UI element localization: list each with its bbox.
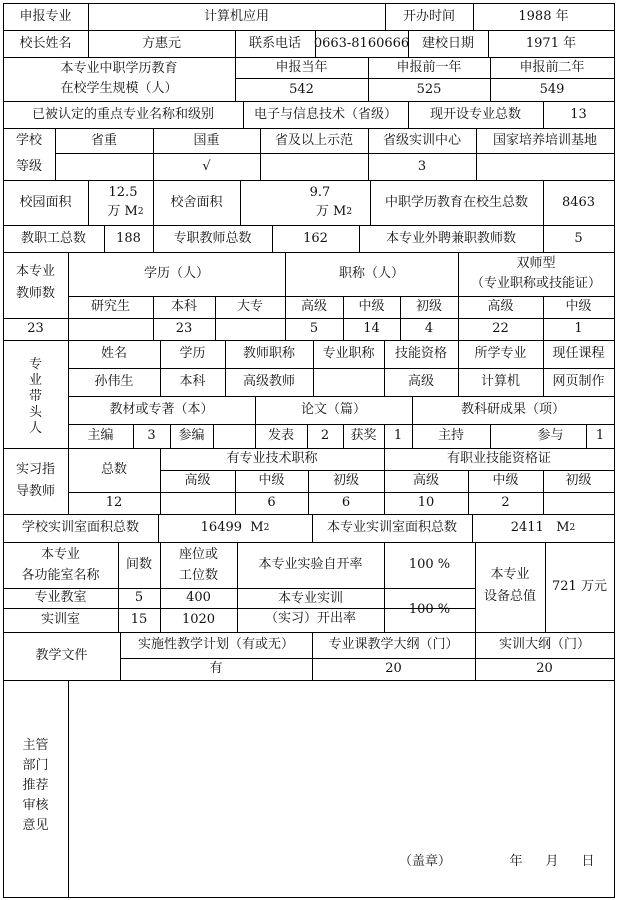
total-majors-value: 13 [570, 106, 587, 122]
building-area-value: 9.7 [309, 185, 331, 200]
leader-skill: 高级 [407, 374, 434, 389]
year0-value: 542 [289, 81, 314, 97]
leader-major: 计算机 [480, 374, 520, 389]
year2-label: 申报前二年 [519, 59, 585, 75]
intern-val-intermediate: 6 [267, 495, 276, 510]
phone-label: 联系电话 [248, 35, 301, 51]
campus-area-value: 12.5 [108, 185, 138, 200]
intern-head-junior: 初级 [332, 473, 359, 488]
intern-skill-cert-label: 有职业技能资格证 [446, 451, 551, 466]
host-label: 主持 [437, 428, 464, 443]
year-label: 年 [509, 854, 523, 869]
rule [240, 180, 241, 225]
val-dual-senior: 22 [492, 321, 509, 336]
level-provincial-key: 省重 [90, 132, 117, 148]
dual-teacher-label-2: （专业职称或技能证） [470, 276, 601, 291]
head-junior: 初级 [415, 299, 442, 314]
staff-total-label: 教职工总数 [20, 230, 86, 246]
val-bachelor: 23 [175, 321, 193, 336]
rule [55, 153, 615, 154]
participate-count: 1 [595, 428, 605, 443]
founded-value: 1971 年 [525, 35, 577, 51]
intern-val-junior: 6 [341, 495, 351, 510]
lab-area-label: 学校实训室面积总数 [21, 520, 139, 535]
val-college [215, 318, 285, 340]
papers-label: 论文（篇） [300, 402, 366, 417]
apply-major-label: 申报专业 [19, 8, 72, 24]
chief-editor-count: 3 [147, 428, 156, 443]
day-label: 日 [581, 854, 595, 869]
school-level-label-1: 学校 [15, 133, 42, 148]
enrollment-label: 中职学历教育在校生总数 [384, 194, 528, 210]
level-national-key: 国重 [193, 132, 220, 148]
teaching-plan-label: 实施性教学计划（有或无） [137, 637, 294, 652]
key-major-label: 已被认定的重点专业名称和级别 [31, 106, 214, 122]
val-junior: 4 [424, 321, 434, 336]
level-training-center-value: 3 [417, 158, 427, 174]
teachers-label-2: 教师数 [15, 286, 55, 301]
total-majors-label: 现开设专业总数 [429, 106, 521, 122]
head-senior: 高级 [300, 299, 327, 314]
intern-label-2: 导教师 [15, 484, 55, 499]
fulltime-teachers-label: 专职教师总数 [173, 230, 252, 246]
opinion-label-3: 推荐 [22, 778, 49, 793]
leader-edu: 本科 [179, 374, 206, 389]
leader-label-5: 人 [28, 421, 42, 436]
major-lab-area-value: 2411 M 2 [510, 520, 576, 535]
level-national-key-check: √ [202, 158, 211, 174]
education-label: 学历（人） [143, 266, 209, 281]
intern-val-skill-senior: 10 [417, 495, 435, 510]
start-time-value: 1988 年 [518, 8, 569, 24]
chief-editor-label: 主编 [87, 428, 114, 443]
leader-head-teacher-title: 教师职称 [242, 346, 295, 361]
co-editor-label: 参编 [178, 428, 205, 443]
scale-label-line2: 在校学生规模（人） [60, 81, 178, 96]
campus-area-label: 校园面积 [19, 194, 72, 210]
syllabus-value: 20 [385, 661, 402, 676]
leader-label-1: 专 [28, 357, 42, 372]
scale-label-line1: 本专业中职学历教育 [60, 61, 178, 76]
award-label: 获奖 [350, 428, 377, 443]
building-area-label: 校舍面积 [170, 194, 223, 210]
intern-total: 12 [105, 495, 123, 510]
opinion-label-2: 部门 [22, 758, 49, 773]
training-rate-value: 100 % [408, 602, 451, 617]
intern-head-skill-intermediate: 中级 [492, 473, 519, 488]
rule [614, 3, 615, 897]
head-dual-intermediate: 中级 [565, 299, 592, 314]
leader-course: 网页制作 [552, 374, 605, 389]
opinion-area[interactable] [69, 681, 614, 851]
co-editor-count [213, 424, 255, 448]
parttime-teachers-label: 本专业外聘兼职教师数 [385, 230, 516, 246]
opinion-label-1: 主管 [22, 738, 49, 753]
training-room-seats: 1020 [181, 612, 216, 627]
experiment-rate-label: 本专业实验自开率 [258, 557, 363, 572]
level-national-base: 国家培养培训基地 [492, 132, 597, 148]
training-rate-label-2: （实习）开出率 [264, 611, 356, 626]
principal-value: 方惠元 [141, 35, 181, 51]
intern-head-intermediate: 中级 [258, 473, 285, 488]
head-postgrad: 研究生 [90, 299, 130, 314]
training-rate-label-1: 本专业实训 [277, 591, 343, 606]
classroom-label: 专业教室 [34, 590, 87, 605]
training-room-label: 实训室 [40, 612, 80, 627]
intern-val-skill-junior [543, 492, 614, 514]
published-count: 2 [320, 428, 330, 443]
equipment-label-1: 本专业 [490, 567, 530, 582]
opinion-label-5: 意见 [22, 818, 49, 833]
head-college: 大专 [236, 299, 263, 314]
intern-head-senior: 高级 [184, 473, 211, 488]
participate-label: 参与 [537, 428, 564, 443]
year2-value: 549 [539, 81, 565, 97]
building-area-unit: 万 M 2 [315, 204, 353, 219]
seal-label: （盖章） [398, 854, 451, 869]
intern-head-skill-junior: 初级 [565, 473, 592, 488]
major-lab-area-label: 本专业实训室面积总数 [326, 520, 457, 535]
start-time-label: 开办时间 [402, 8, 455, 24]
room-name-label-2: 各功能室名称 [21, 568, 100, 583]
equipment-label-2: 设备总值 [483, 589, 536, 604]
principal-label: 校长姓名 [19, 35, 72, 51]
year1-label: 申报前一年 [396, 59, 462, 75]
founded-label: 建校日期 [421, 35, 474, 51]
room-count-label: 间数 [125, 557, 152, 572]
leader-head-name: 姓名 [100, 346, 127, 361]
classroom-count: 5 [134, 590, 144, 605]
school-level-label-2: 等级 [15, 159, 42, 174]
leader-head-major: 所学专业 [474, 346, 527, 361]
level-demonstration: 省及以上示范 [274, 132, 353, 148]
seat-label-1: 座位或 [178, 547, 218, 562]
host-count [490, 424, 515, 448]
leader-head-prof-title: 专业职称 [322, 346, 375, 361]
leader-teacher-title: 高级教师 [242, 374, 295, 389]
intern-val-skill-intermediate: 2 [501, 495, 510, 510]
award-count: 1 [393, 428, 403, 443]
training-syllabus-label: 实训大纲（门） [498, 637, 590, 652]
head-bachelor: 本科 [170, 299, 197, 314]
equipment-value: 721 万元 [552, 579, 607, 594]
research-label: 教科研成果（项） [460, 402, 565, 417]
rule [88, 180, 89, 225]
lab-area-value: 16499 M 2 [200, 520, 270, 535]
leader-head-skill: 技能资格 [394, 346, 447, 361]
val-postgrad [68, 318, 153, 340]
key-major-value: 电子与信息技术（省级） [253, 106, 397, 122]
enrollment-value: 8463 [561, 194, 596, 210]
teaching-plan-value: 有 [209, 661, 223, 676]
parttime-teachers-value: 5 [574, 230, 583, 246]
books-label: 教材或专著（本） [109, 402, 214, 417]
leader-label-4: 头 [28, 405, 42, 420]
leader-prof-title [313, 368, 384, 396]
seat-label-2: 工位数 [178, 568, 218, 583]
val-dual-intermediate: 1 [574, 321, 583, 336]
val-senior: 5 [309, 321, 319, 336]
training-syllabus-value: 20 [536, 661, 553, 676]
teachers-label-1: 本专业 [15, 264, 55, 279]
classroom-seats: 400 [186, 590, 211, 605]
intern-label-1: 实习指 [15, 462, 55, 477]
leader-label-3: 带 [28, 389, 42, 404]
intern-total-label: 总数 [100, 462, 127, 477]
syllabus-label: 专业课教学大纲（门） [328, 637, 459, 652]
intern-tech-title-label: 有专业技术职称 [226, 451, 318, 466]
year1-value: 525 [416, 81, 442, 97]
leader-label-2: 业 [28, 373, 42, 388]
phone-value: 0663-8160666 [313, 35, 410, 51]
opinion-label-4: 审核 [22, 798, 49, 813]
staff-total-value: 188 [116, 230, 141, 246]
val-total: 23 [27, 321, 44, 336]
campus-area-unit: 万 M 2 [107, 204, 144, 219]
dual-teacher-label-1: 双师型 [516, 256, 556, 271]
month-label: 月 [545, 854, 559, 869]
intern-val-senior [160, 492, 235, 514]
teaching-docs-label: 教学文件 [35, 648, 88, 663]
intern-head-skill-senior: 高级 [412, 473, 439, 488]
leader-head-edu: 学历 [179, 346, 206, 361]
val-intermediate: 14 [363, 321, 380, 336]
fulltime-teachers-value: 162 [303, 230, 328, 246]
year0-label: 申报当年 [275, 59, 328, 75]
training-room-count: 15 [130, 612, 148, 627]
experiment-rate-value: 100 % [408, 557, 451, 572]
level-training-center: 省级实训中心 [382, 132, 461, 148]
head-dual-senior: 高级 [487, 299, 514, 314]
head-intermediate: 中级 [358, 299, 385, 314]
published-label: 发表 [267, 428, 294, 443]
room-name-label-1: 本专业 [40, 547, 80, 562]
title-label: 职称（人） [338, 266, 404, 281]
leader-head-course: 现任课程 [552, 346, 605, 361]
rule [3, 897, 615, 898]
leader-name: 孙伟生 [94, 374, 134, 389]
apply-major-value: 计算机应用 [203, 8, 269, 24]
